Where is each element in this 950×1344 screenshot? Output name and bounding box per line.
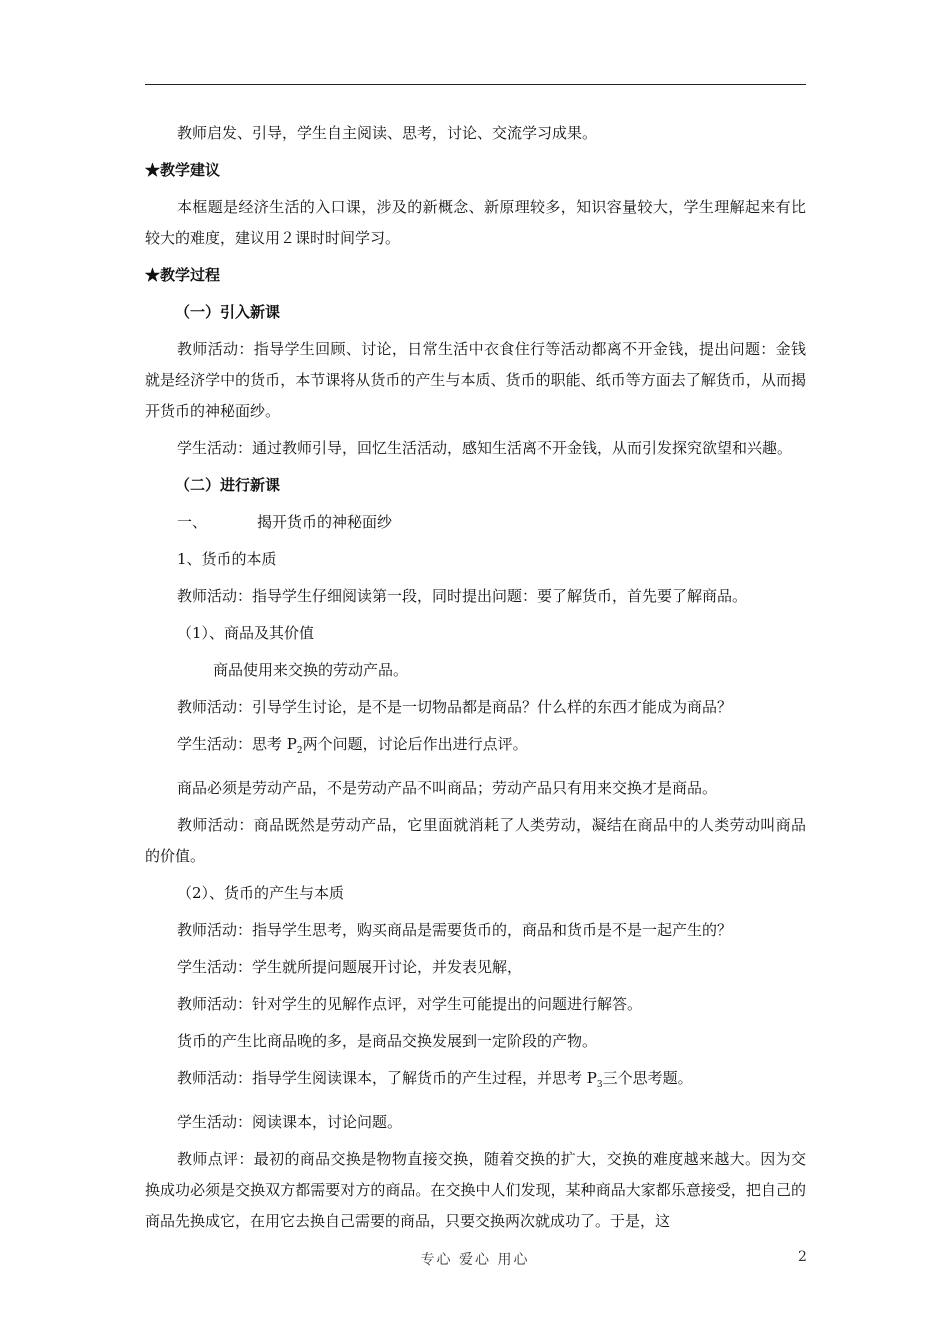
paragraph: 教师活动：商品既然是劳动产品，它里面就消耗了人类劳动，凝结在商品中的人类劳动叫商品的价值。	[145, 816, 806, 865]
paragraph: 1、货币的本质	[177, 550, 277, 568]
paragraph: 学生活动：阅读课本，讨论问题。	[177, 1113, 403, 1131]
paragraph: 教师活动：指导学生回顾、讨论，日常生活中衣食住行等活动都离不开金钱，提出问题：金钱就是经济学中的货币，本节课将从货币的产生与本质、货币的职能、纸币等方面去了解货币，从而揭开货币的神秘面纱。	[145, 340, 806, 420]
item-title: 揭开货币的神秘面纱	[257, 513, 393, 531]
paragraph: 本框题是经济生活的入口课，涉及的新概念、新原理较多，知识容量较大，学生理解起来有比较大的难度，建议用２课时时间学习。	[145, 198, 806, 247]
paragraph: 商品必须是劳动产品，不是劳动产品不叫商品；劳动产品只有用来交换才是商品。	[177, 779, 718, 797]
paragraph: 教师活动：针对学生的见解作点评，对学生可能提出的问题进行解答。	[177, 995, 643, 1013]
text-run: 三个思考题。	[602, 1069, 693, 1087]
paragraph: 教师点评：最初的商品交换是物物直接交换，随着交换的扩大，交换的难度越来越大。因为交换成功必须是交换双方都需要对方的商品。在交换中人们发现，某种商品大家都乐意接受，把自己的商品先换成它，在用它去换自己需要的商品，只要交换两次就成功了。于是，这	[145, 1150, 806, 1230]
paragraph: （2）、货币的产生与本质	[177, 884, 345, 902]
section-heading: ★教学建议	[145, 161, 221, 179]
footer-text: 专心 爱心 用心	[420, 1252, 530, 1268]
paragraph: 教师启发、引导，学生自主阅读、思考，讨论、交流学习成果。	[177, 124, 598, 142]
item-number: 一、	[177, 513, 208, 531]
paragraph: 货币的产生比商品晚的多，是商品交换发展到一定阶段的产物。	[177, 1032, 598, 1050]
paragraph: 教师活动：指导学生仔细阅读第一段，同时提出问题：要了解货币，首先要了解商品。	[177, 587, 748, 605]
paragraph: 商品使用来交换的劳动产品。	[213, 661, 409, 679]
paragraph: 学生活动：学生就所提问题展开讨论，并发表见解，	[177, 958, 523, 976]
subsection-heading: （二）进行新课	[175, 476, 281, 494]
text-run: 学生活动：思考 P	[177, 735, 297, 753]
subsection-heading: （一）引入新课	[175, 303, 281, 321]
paragraph: 教师活动：指导学生思考，购买商品是需要货币的，商品和货币是不是一起产生的？	[177, 921, 733, 939]
header-rule	[145, 84, 806, 85]
subscript: 2	[296, 746, 303, 756]
subscript: 3	[596, 1080, 603, 1090]
page-number: 2	[798, 1249, 807, 1265]
numbered-heading	[145, 507, 806, 538]
paragraph	[145, 729, 806, 767]
paragraph: （1）、商品及其价值	[177, 624, 315, 642]
paragraph: 学生活动：通过教师引导，回忆生活活动，感知生活离不开金钱，从而引发探究欲望和兴趣。	[177, 439, 793, 457]
text-run: 教师活动：指导学生阅读课本，了解货币的产生过程，并思考 P	[177, 1069, 597, 1087]
text-run: 两个问题，讨论后作出进行点评。	[302, 735, 528, 753]
paragraph	[145, 1063, 806, 1101]
document-body	[145, 118, 806, 1243]
section-heading: ★教学过程	[145, 266, 221, 284]
paragraph: 教师活动：引导学生讨论，是不是一切物品都是商品？什么样的东西才能成为商品？	[177, 698, 733, 716]
